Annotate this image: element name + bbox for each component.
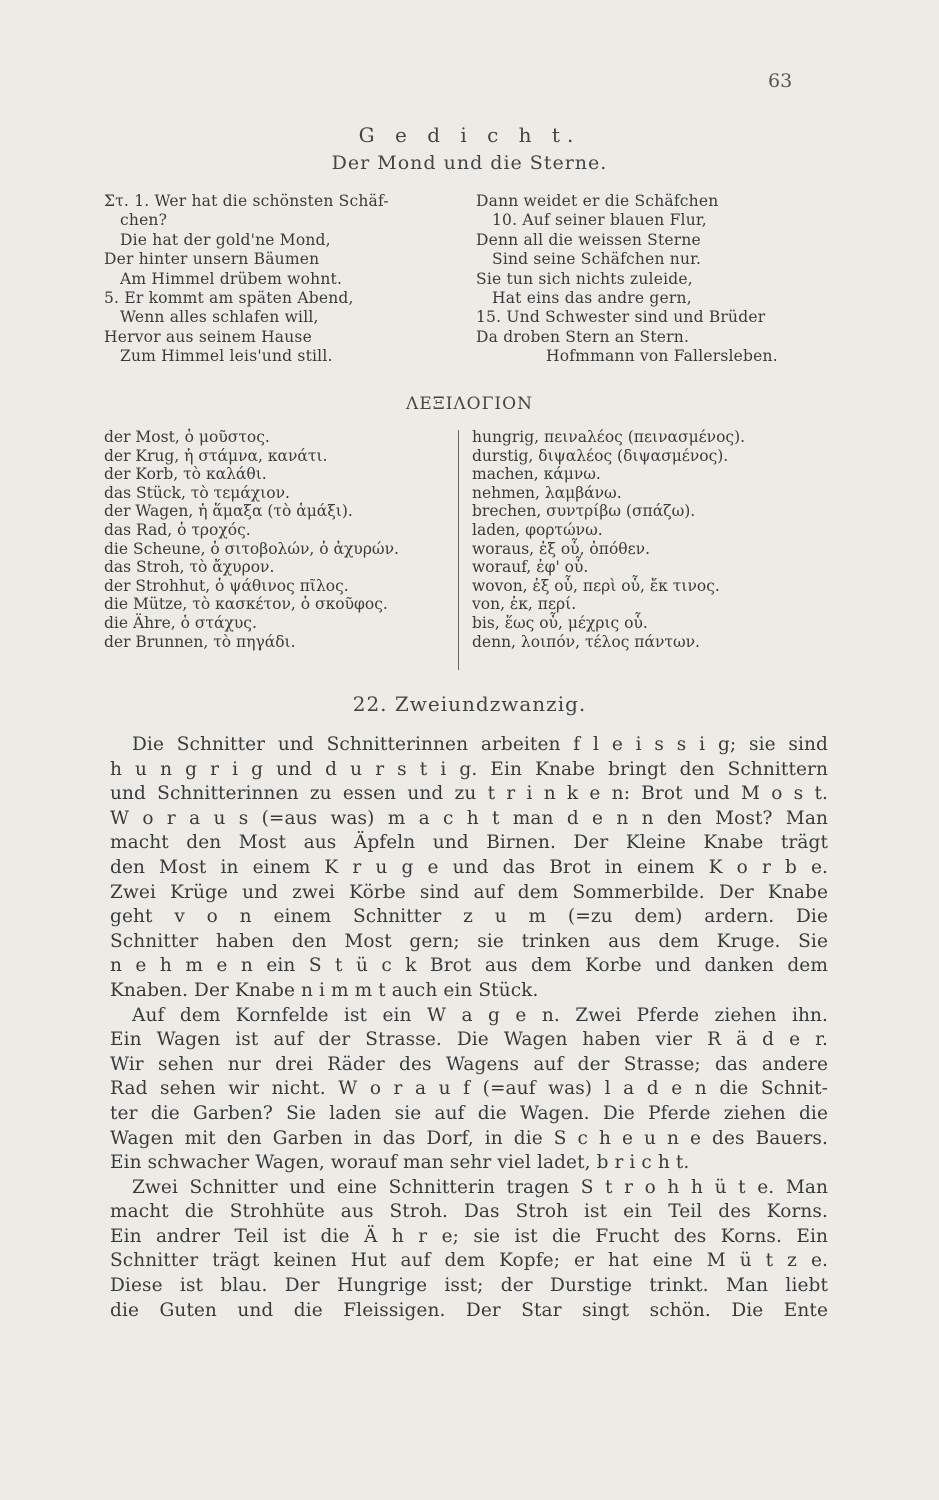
lexicon-entry: denn, λοιπόν, τέλος πάντων. <box>472 632 700 651</box>
lexicon-entry: worauf, ἐφ' οὗ. <box>472 558 589 577</box>
body-line: den Most in einem K r u g e und das Brot in einem K o r b e. <box>110 856 828 878</box>
lexicon-entry: der Korb, τὸ καλάθι. <box>104 465 267 484</box>
body-line: n e h m e n ein S t ü c k Brot aus dem Korbe und danken dem <box>110 955 828 977</box>
lexicon-entry: die Mütze, τὸ κασκέτον, ὁ σκοῦφος. <box>104 595 388 614</box>
lexicon-entry: laden, φορτώνω. <box>472 520 603 539</box>
lexicon-entry: brechen, συντρίβω (σπάζω). <box>472 502 696 521</box>
poem-right-column <box>476 192 836 367</box>
lexicon-entry: der Most, ὁ μοῦστος. <box>104 428 270 446</box>
lexicon-entry: der Krug, ἡ στάμνα, κανάτι. <box>104 446 328 465</box>
lexicon-entry: bis, ἕως οὗ, μέχρις οὗ. <box>472 613 648 632</box>
body-line: geht v o n einem Schnitter z u m (=zu dem) ardern. Die <box>110 906 828 928</box>
lexicon-entry: die Scheune, ὁ σιτοβολών, ὁ ἀχυρών. <box>104 539 399 558</box>
poem-author: Hofmmann von Fallersleben. <box>546 347 778 366</box>
poem-left-column <box>104 192 464 367</box>
body-line: und Schnitterinnen zu essen und zu t r i n k e n: Brot und M o s t. <box>110 783 828 805</box>
poem-line: Die hat der gold'ne Mond, <box>120 230 331 249</box>
lexicon-entry: machen, κάμνω. <box>472 465 601 484</box>
lexicon-entry: das Stück, τὸ τεμάχιον. <box>104 483 290 502</box>
lexicon-entry: der Brunnen, τὸ πηγάδι. <box>104 632 296 651</box>
lexicon-entry: der Strohhut, ὁ ψάθινος πῖλος. <box>104 576 349 595</box>
poem-line: Sie tun sich nichts zuleide, <box>476 269 693 288</box>
body-line: h u n g r i g und d u r s t i g. Ein Knabe bringt den Schnittern <box>110 758 828 780</box>
poem-title: G e d i c h t. <box>358 123 581 147</box>
body-line: Knaben. Der Knabe n i m m t auch ein Stück. <box>110 979 539 1001</box>
lexicon-entry: wovon, ἐξ οὗ, περὶ οὗ, ἔκ τινος. <box>472 576 720 595</box>
poem-line: Hervor aus seinem Hause <box>104 327 312 346</box>
poem-line: Hat eins das andre gern, <box>492 289 692 308</box>
poem-line: Zum Himmel leis'und still. <box>120 347 333 366</box>
lexicon-entry: nehmen, λαμβάνω. <box>472 483 622 502</box>
poem-line: chen? <box>120 211 168 230</box>
body-line: Rad sehen wir nicht. W o r a u f (=auf was) l a d e n die Schnit- <box>110 1078 828 1100</box>
poem-line: Der hinter unsern Bäumen <box>104 250 320 269</box>
poem-line: Dann weidet er die Schäfchen <box>476 192 719 210</box>
body-line: die Guten und die Fleissigen. Der Star singt schön. Die Ente <box>110 1299 828 1321</box>
poem-line: Wenn alles schlafen will, <box>120 308 319 327</box>
lexicon-entry: der Wagen, ἡ ἅμαξα (τὸ ἁμάξι). <box>104 502 353 521</box>
lexicon-column-divider <box>458 430 459 670</box>
body-line: Ein andrer Teil ist die Ä h r e; sie ist die Frucht des Korns. Ein <box>110 1225 828 1247</box>
body-line: Ein schwacher Wagen, worauf man sehr viel ladet, b r i c h t. <box>110 1152 690 1174</box>
body-line: Wir sehen nur drei Räder des Wagens auf der Strasse; das andere <box>110 1053 828 1075</box>
lexicon-entry: die Ähre, ὁ στάχυς. <box>104 613 257 632</box>
chapter-heading: 22. Zweiundzwanzig. <box>352 692 587 716</box>
body-line: Die Schnitter und Schnitterinnen arbeiten f l e i s s i g; sie sind <box>132 734 828 755</box>
body-line: Auf dem Kornfelde ist ein W a g e n. Zwei Pferde ziehen ihn. <box>132 1004 828 1026</box>
body-line: W o r a u s (=aus was) m a c h t man d e n n den Most? Man <box>110 807 828 829</box>
poem-line: 10. Auf seiner blauen Flur, <box>492 211 707 230</box>
lexicon-right-column <box>472 428 832 651</box>
body-line: Wagen mit den Garben in das Dorf, in die S c h e u n e des Bauers. <box>110 1127 828 1149</box>
poem-line: 5. Er kommt am späten Abend, <box>104 289 354 308</box>
body-line: Ein Wagen ist auf der Strasse. Die Wagen haben vier R ä d e r. <box>110 1029 828 1051</box>
lexicon-entry: das Rad, ὁ τροχός. <box>104 520 251 539</box>
poem-line: Στ. 1. Wer hat die schönsten Schäf- <box>104 192 389 210</box>
lexicon-left-column <box>104 428 456 651</box>
body-line: macht die Strohhüte aus Stroh. Das Stroh ist ein Teil des Korns. <box>110 1201 828 1223</box>
body-line: Diese ist blau. Der Hungrige isst; der Durstige trinkt. Man liebt <box>110 1275 828 1297</box>
lexicon-entry: woraus, ἐξ οὗ, ὁπόθεν. <box>472 539 650 558</box>
chapter-body <box>110 733 828 1323</box>
lexicon-entry: hungrig, πεινaλέος (πεινασμένος). <box>472 428 746 446</box>
poem-subtitle: Der Mond und die Sterne. <box>331 152 608 174</box>
body-line: macht den Most aus Äpfeln und Birnen. Der Kleine Knabe trägt <box>110 832 828 854</box>
body-line: Schnitter haben den Most gern; sie trinken aus dem Kruge. Sie <box>110 930 828 952</box>
poem-line: Am Himmel drübem wohnt. <box>120 269 343 288</box>
lexicon-entry: von, ἐκ, περί. <box>472 595 577 614</box>
lexicon-title: ΛΕΞΙΛΟΓΙΟΝ <box>406 394 533 414</box>
lexicon-entry: durstig, διψαλέος (διψασμένος). <box>472 446 729 465</box>
body-line: Schnitter trägt keinen Hut auf dem Kopfe; er hat eine M ü t z e. <box>110 1250 828 1272</box>
body-line: Zwei Krüge und zwei Körbe sind auf dem Sommerbilde. Der Knabe <box>110 881 828 903</box>
poem-line: Da droben Stern an Stern. <box>476 327 690 346</box>
poem-line: Sind seine Schäfchen nur. <box>492 250 702 269</box>
page-number: 63 <box>768 70 793 92</box>
body-line: ter die Garben? Sie laden sie auf die Wagen. Die Pferde ziehen die <box>110 1102 828 1124</box>
poem-line: 15. Und Schwester sind und Brüder <box>476 308 766 327</box>
poem-line: Denn all die weissen Sterne <box>476 230 701 249</box>
body-line: Zwei Schnitter und eine Schnitterin tragen S t r o h h ü t e. Man <box>132 1176 828 1198</box>
lexicon-entry: das Stroh, τὸ ἄχυρον. <box>104 558 275 577</box>
